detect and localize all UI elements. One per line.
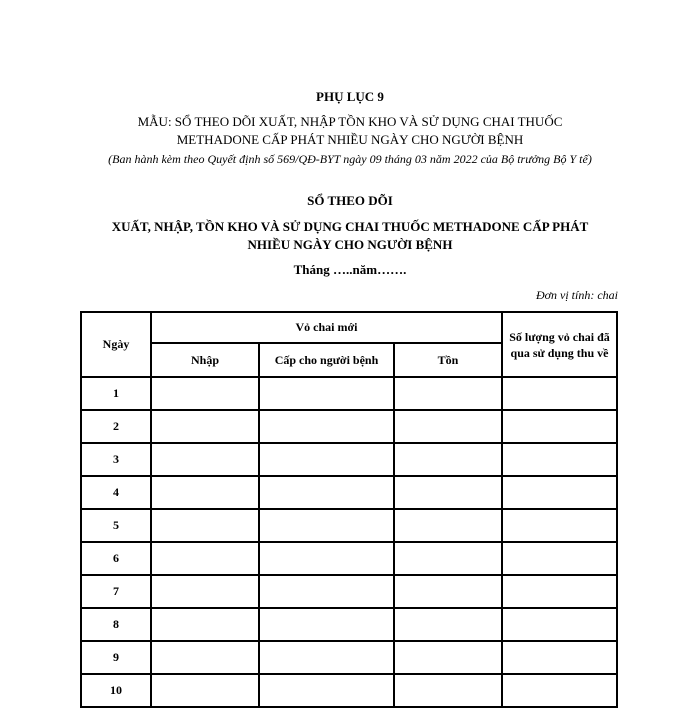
issued-cell[interactable]	[259, 476, 394, 509]
table-row	[81, 542, 617, 575]
day-cell: 3	[81, 443, 151, 476]
import-cell[interactable]	[151, 674, 259, 707]
table-row	[81, 410, 617, 443]
issued-cell[interactable]	[259, 674, 394, 707]
import-cell[interactable]	[151, 641, 259, 674]
day-cell: 4	[81, 476, 151, 509]
header-day: Ngày	[81, 312, 151, 377]
form-title-line-2: METHADONE CẤP PHÁT NHIỀU NGÀY CHO NGƯỜI BỆNH	[176, 132, 524, 147]
used-returned-cell[interactable]	[502, 674, 617, 707]
day-cell: 1	[81, 377, 151, 410]
table-row	[81, 377, 617, 410]
day-cell: 9	[81, 641, 151, 674]
import-cell[interactable]	[151, 509, 259, 542]
used-returned-cell[interactable]	[502, 608, 617, 641]
import-cell[interactable]	[151, 476, 259, 509]
issued-cell[interactable]	[259, 575, 394, 608]
appendix-title: PHỤ LỤC 9	[316, 89, 384, 104]
book-subtitle-line-1: XUẤT, NHẬP, TỒN KHO VÀ SỬ DỤNG CHAI THUỐC METHADONE CẤP PHÁT	[111, 219, 589, 234]
table-row	[81, 641, 617, 674]
form-title	[0, 113, 700, 149]
day-cell: 8	[81, 608, 151, 641]
used-returned-cell[interactable]	[502, 575, 617, 608]
used-returned-cell[interactable]	[502, 377, 617, 410]
issued-cell[interactable]	[259, 410, 394, 443]
day-cell: 10	[81, 674, 151, 707]
import-cell[interactable]	[151, 575, 259, 608]
day-cell: 6	[81, 542, 151, 575]
used-returned-cell[interactable]	[502, 476, 617, 509]
book-subtitle	[0, 218, 700, 254]
used-returned-cell[interactable]	[502, 410, 617, 443]
import-cell[interactable]	[151, 410, 259, 443]
issued-cell[interactable]	[259, 542, 394, 575]
stock-cell[interactable]	[394, 575, 502, 608]
table-row	[81, 443, 617, 476]
header-used-returned: Số lượng vỏ chai đã qua sử dụng thu về	[502, 312, 617, 377]
book-subtitle-line-2: NHIỀU NGÀY CHO NGƯỜI BỆNH	[247, 237, 453, 252]
stock-cell[interactable]	[394, 542, 502, 575]
book-title: SỔ THEO DÕI	[307, 193, 393, 208]
table-row	[81, 575, 617, 608]
table-row	[81, 608, 617, 641]
issued-cell[interactable]	[259, 509, 394, 542]
stock-cell[interactable]	[394, 608, 502, 641]
used-returned-cell[interactable]	[502, 443, 617, 476]
used-returned-cell[interactable]	[502, 542, 617, 575]
stock-cell[interactable]	[394, 509, 502, 542]
table-row	[81, 476, 617, 509]
stock-cell[interactable]	[394, 476, 502, 509]
import-cell[interactable]	[151, 608, 259, 641]
unit-label: Đơn vị tính: chai	[535, 288, 618, 302]
table-row	[81, 509, 617, 542]
day-cell: 5	[81, 509, 151, 542]
header-issued: Cấp cho người bệnh	[259, 343, 394, 377]
import-cell[interactable]	[151, 377, 259, 410]
header-import: Nhập	[151, 343, 259, 377]
used-returned-cell[interactable]	[502, 641, 617, 674]
stock-cell[interactable]	[394, 410, 502, 443]
header-stock: Tồn	[394, 343, 502, 377]
issued-cell[interactable]	[259, 443, 394, 476]
used-returned-cell[interactable]	[502, 509, 617, 542]
day-cell: 2	[81, 410, 151, 443]
stock-cell[interactable]	[394, 377, 502, 410]
tracking-table	[80, 311, 618, 708]
import-cell[interactable]	[151, 443, 259, 476]
period-line: Tháng …..năm…….	[293, 262, 407, 277]
import-cell[interactable]	[151, 542, 259, 575]
day-cell: 7	[81, 575, 151, 608]
stock-cell[interactable]	[394, 443, 502, 476]
issued-cell[interactable]	[259, 608, 394, 641]
issued-note: (Ban hành kèm theo Quyết định số 569/QĐ-BYT ngày 09 tháng 03 năm 2022 của Bộ trưởng Bộ Y tế)	[108, 152, 592, 166]
stock-cell[interactable]	[394, 674, 502, 707]
issued-cell[interactable]	[259, 641, 394, 674]
header-new-shells: Vỏ chai mới	[151, 312, 502, 343]
stock-cell[interactable]	[394, 641, 502, 674]
form-title-line-1: MẪU: SỔ THEO DÕI XUẤT, NHẬP TỒN KHO VÀ SỬ DỤNG CHAI THUỐC	[137, 114, 563, 129]
issued-cell[interactable]	[259, 377, 394, 410]
table-row	[81, 674, 617, 707]
